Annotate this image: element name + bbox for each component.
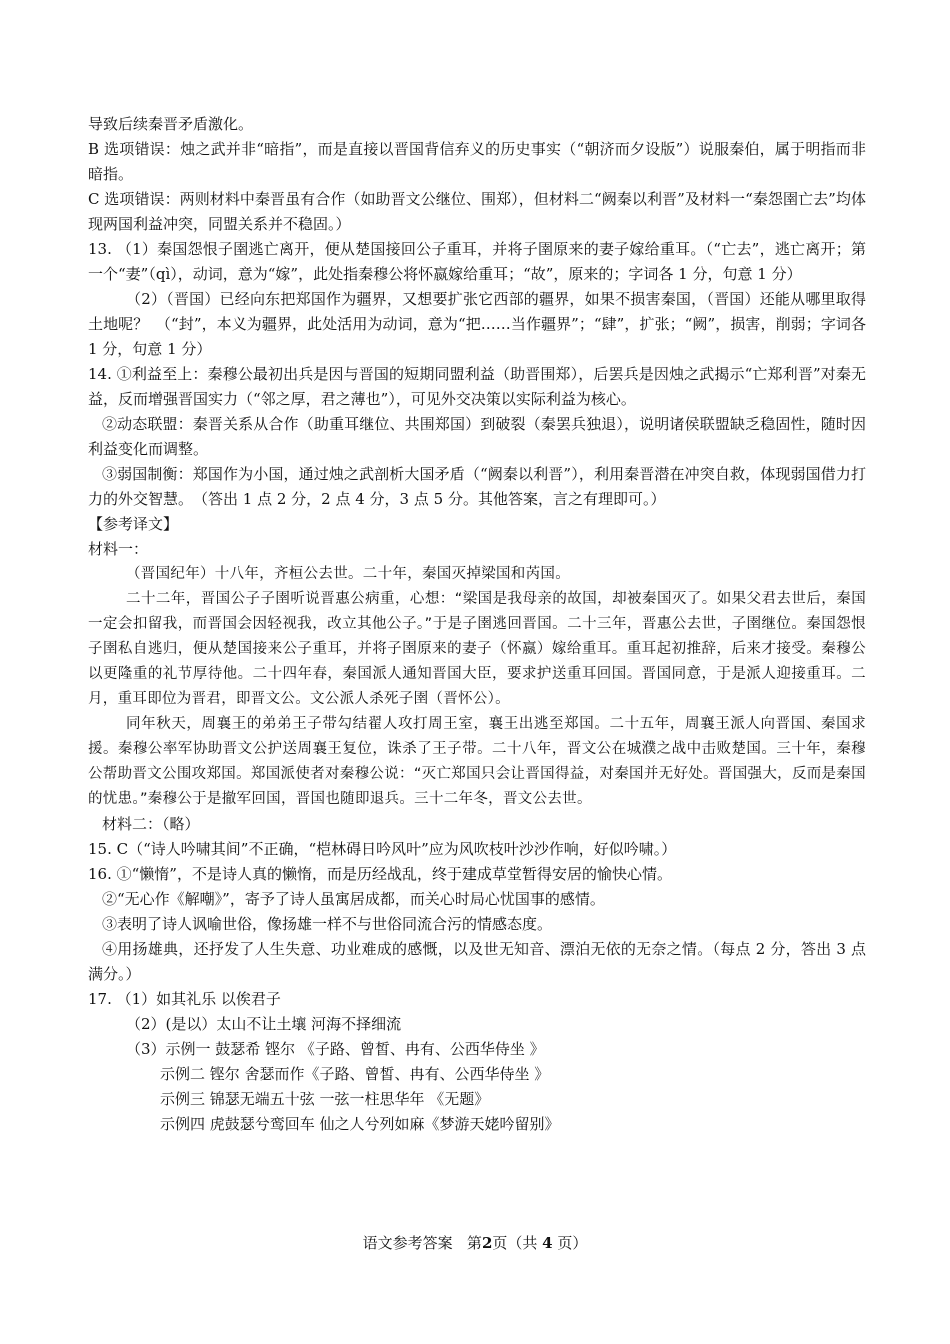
option-c-analysis: C 选项错误：两则材料中秦晋虽有合作（如助晋文公继位、围郑），但材料二“阙秦以利晋”及材料一“秦怨圉亡去”均体现两国利益冲突，同盟关系并不稳固。） [88, 190, 866, 233]
answer-17-2: （2）(是以）太山不让土壤 河海不择细流 [126, 1015, 402, 1033]
option-b-analysis: B 选项错误：烛之武并非“暗指”，而是直接以晋国背信弃义的历史事实（“朝济而夕设版”）说服秦伯，属于明指而非暗指。 [88, 140, 866, 183]
answer-14-1: 14. ①利益至上：秦穆公最初出兵是因与晋国的短期同盟利益（助晋围郑），后罢兵是因烛之武揭示“亡郑利晋”对秦无益，反而增强晋国实力（“邻之厚，君之薄也”），可见外交决策以实际利益为核心。 [88, 365, 866, 408]
footer-total-pages: 4 [542, 1234, 553, 1252]
translation-para-2: 二十二年，晋国公子子圉听说晋惠公病重，心想：“梁国是我母亲的故国，却被秦国灭了。如果父君去世后，秦国一定会扣留我，而晋国会因轻视我，改立其他公子。”于是子圉逃回晋国。二十三年，晋惠公去世，子圉继位。秦国怨恨子圉私自逃归，便从楚国接来公子重耳，并将子圉原来的妻子（怀嬴）嫁给重耳。重耳起初推辞，后来才接受。秦穆公以更隆重的礼节厚待他。二十四年春，秦国派人通知晋国大臣，要求护送重耳回国。晋国同意，于是派人迎接重耳。二月，重耳即位为晋君，即晋文公。文公派人杀死子圉（晋怀公）。 [88, 591, 866, 707]
answer-14-2: ②动态联盟：秦晋关系从合作（助重耳继位、共围郑国）到破裂（秦罢兵独退），说明诸侯联盟缺乏稳固性，随时因利益变化而调整。 [88, 415, 866, 458]
footer-page-prefix: 第 [466, 1234, 482, 1252]
material-one-label: 材料一： [88, 540, 149, 558]
material-two-label: 材料二：（略） [102, 815, 200, 833]
translation-heading: 【参考译文】 [88, 515, 179, 533]
translation-para-1: （晋国纪年）十八年，齐桓公去世。二十年，秦国灭掉梁国和芮国。 [126, 566, 570, 582]
answer-16-1: 16. ①“懒惰”，不是诗人真的懒惰，而是历经战乱，终于建成草堂暂得安居的愉快心情。 [88, 865, 672, 883]
answer-16-3: ③表明了诗人讽喻世俗，像扬雄一样不与世俗同流合污的情感态度。 [102, 915, 553, 933]
paragraph-12-end: 导致后续秦晋矛盾激化。 [88, 115, 254, 133]
answer-17-3: （3）示例一 鼓瑟希 铿尔 《子路、曾皙、冉有、公西华侍坐 》 [126, 1040, 545, 1058]
answer-content [88, 112, 866, 1137]
translation-para-3: 同年秋天，周襄王的弟弟王子带勾结翟人攻打周王室，襄王出逃至郑国。二十五年，周襄王派人向晋国、秦国求援。秦穆公率军协助晋文公护送周襄王复位，诛杀了王子带。二十八年，晋文公在城濮之战中击败楚国。三十年，秦穆公帮助晋文公围攻郑国。郑国派使者对秦穆公说：“灭亡郑国只会让晋国得益，对秦国并无好处。晋国强大，反而是秦国的忧患。”秦穆公于是撤军回国，晋国也随即退兵。三十二年冬，晋文公去世。 [88, 716, 866, 807]
answer-17-1: 17. （1）如其礼乐 以俟君子 [88, 990, 281, 1008]
footer-doc-title: 语文参考答案 [362, 1234, 453, 1252]
answer-17-example-3: 示例三 锦瑟无端五十弦 一弦一柱思华年 《无题》 [160, 1090, 490, 1108]
page-footer [0, 1232, 950, 1254]
answer-17-example-2: 示例二 铿尔 舍瑟而作《子路、曾皙、冉有、公西华侍坐 》 [160, 1065, 550, 1083]
footer-page-mid: 页（共 [492, 1234, 538, 1252]
answer-16-2: ②“无心作《解嘲》”，寄予了诗人虽寓居成都，而关心时局心忧国事的感情。 [102, 890, 605, 908]
answer-15: 15. C（“诗人吟啸其间”不正确，“桤林碍日吟风叶”应为风吹枝叶沙沙作响，好似吟啸。） [88, 840, 677, 858]
answer-16-4: ④用扬雄典，还抒发了人生失意、功业难成的感慨，以及世无知音、漂泊无依的无奈之情。（每点 2 分，答出 3 点满分。） [88, 940, 866, 983]
footer-page-number: 2 [481, 1234, 493, 1252]
footer-page-suffix: 页） [557, 1234, 588, 1252]
answer-17-example-4: 示例四 虎鼓瑟兮鸾回车 仙之人兮列如麻《梦游天姥吟留别》 [160, 1115, 560, 1133]
answer-13-2: （2）（晋国）已经向东把郑国作为疆界，又想要扩张它西部的疆界，如果不损害秦国，（晋国）还能从哪里取得土地呢？ （“封”，本义为疆界，此处活用为动词，意为“把……当作疆界”；“肆”，扩张；“阙”，损害，削弱；字词各 1 分，句意 1 分） [88, 290, 866, 358]
answer-14-3: ③弱国制衡：郑国作为小国，通过烛之武剖析大国矛盾（“阙秦以利晋”），利用秦晋潜在冲突自救，体现弱国借力打力的外交智慧。 （答出 1 点 2 分，2 点 4 分，3 点 5 分。其他答案，言之有理即可。） [88, 465, 866, 508]
answer-13-1: 13. （1）秦国怨恨子圉逃亡离开，便从楚国接回公子重耳，并将子圉原来的妻子嫁给重耳。（“亡去”，逃亡离开；第一个“妻”（qì），动词，意为“嫁”，此处指秦穆公将怀嬴嫁给重耳；“故”，原来的；字词各 1 分，句意 1 分） [88, 240, 866, 283]
